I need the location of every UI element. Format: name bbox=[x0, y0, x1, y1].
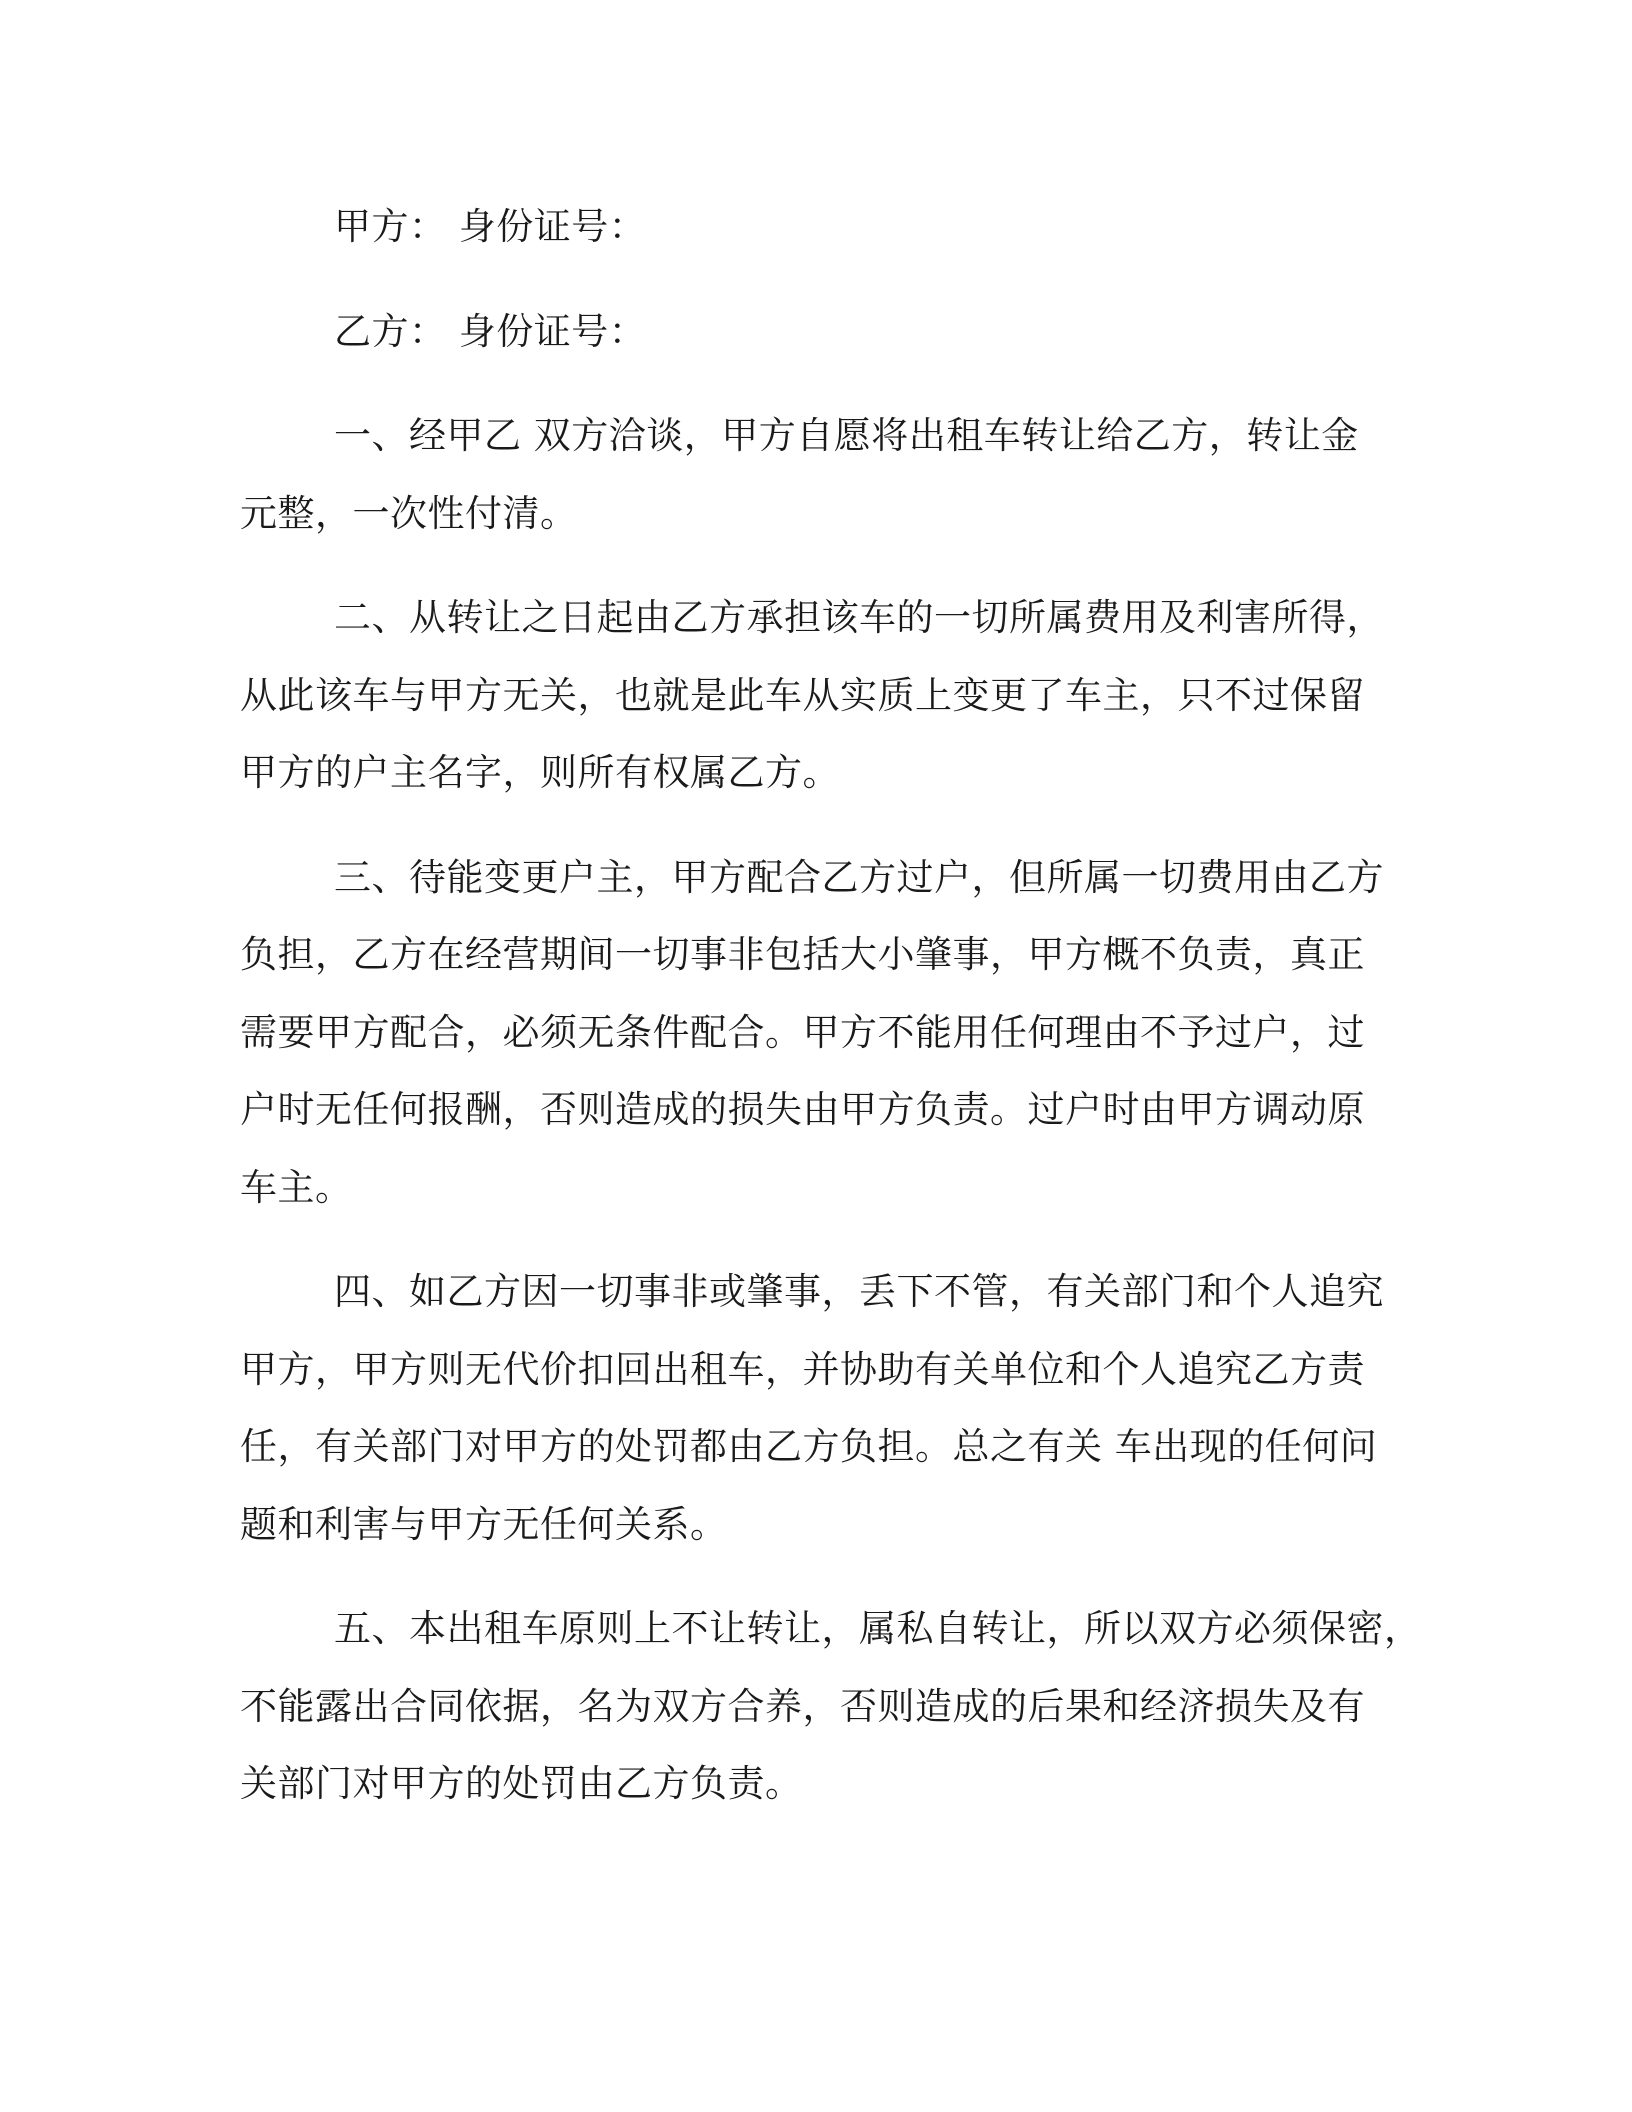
clause-5 bbox=[240, 1590, 1422, 1823]
clause-line: 不能露出合同依据，名为双方合养，否则造成的后果和经济损失及有 bbox=[240, 1684, 1365, 1728]
party-a-line: 甲方： 身份证号： bbox=[334, 205, 647, 248]
clause-line: 负担，乙方在经营期间一切事非包括大小肇事，甲方概不负责，真正 bbox=[240, 933, 1365, 976]
clause-line: 需要甲方配合，必须无条件配合。甲方不能用任何理由不予过户，过 bbox=[240, 1010, 1365, 1054]
clause-line: 关部门对甲方的处罚由乙方负责。 bbox=[240, 1762, 803, 1805]
clause-3 bbox=[240, 839, 1410, 1227]
clause-4 bbox=[240, 1253, 1410, 1563]
clause-line: 题和利害与甲方无任何关系。 bbox=[240, 1502, 728, 1546]
party-b-paragraph bbox=[240, 293, 1410, 371]
clause-line: 三、待能变更户主，甲方配合乙方过户，但所属一切费用由乙方 bbox=[334, 855, 1384, 899]
clause-line: 二、从转让之日起由乙方承担该车的一切所属费用及利害所得， bbox=[334, 596, 1384, 639]
clause-line: 五、本出租车原则上不让转让，属私自转让，所以双方必须保密， bbox=[334, 1607, 1422, 1650]
clause-line: 元整，一次性付清。 bbox=[240, 491, 578, 535]
clause-line: 从此该车与甲方无关，也就是此车从实质上变更了车主，只不过保留 bbox=[240, 673, 1365, 717]
clause-line: 甲方的户主名字，则所有权属乙方。 bbox=[240, 751, 840, 794]
clause-line: 车主。 bbox=[240, 1165, 353, 1209]
clause-line: 四、如乙方因一切事非或肇事，丢下不管，有关部门和个人追究 bbox=[334, 1270, 1384, 1313]
clause-2 bbox=[240, 579, 1410, 812]
clause-line: 一、经甲乙 双方洽谈，甲方自愿将出租车转让给乙方，转让金 bbox=[334, 414, 1359, 457]
clause-line: 甲方，甲方则无代价扣回出租车，并协助有关单位和个人追究乙方责 bbox=[240, 1347, 1365, 1391]
document-body bbox=[240, 188, 1422, 1850]
clause-1 bbox=[240, 397, 1410, 552]
party-a-paragraph bbox=[240, 188, 1410, 266]
party-b-line: 乙方： 身份证号： bbox=[334, 309, 647, 353]
clause-line: 任，有关部门对甲方的处罚都由乙方负担。总之有关 车出现的任何问 bbox=[240, 1425, 1378, 1468]
clause-line: 户时无任何报酬，否则造成的损失由甲方负责。过户时由甲方调动原 bbox=[240, 1088, 1365, 1131]
